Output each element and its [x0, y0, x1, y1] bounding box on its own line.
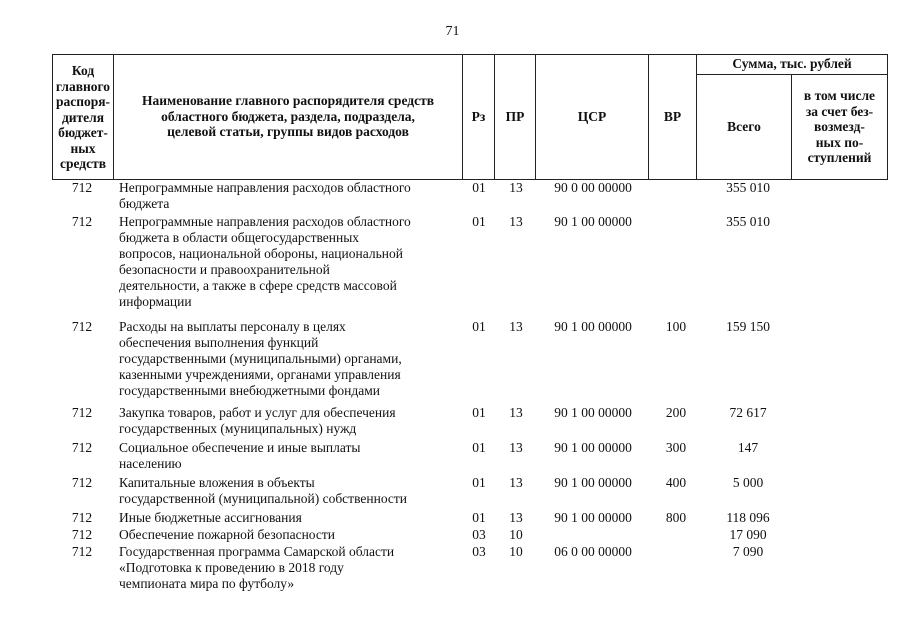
cell-rz: 01: [472, 440, 486, 455]
cell-csr: 06 0 00 00000: [554, 544, 632, 559]
cell-name: [119, 180, 465, 212]
header-free: [792, 75, 887, 179]
cell-name-line: Расходы на выплаты персоналу в целях: [119, 319, 346, 334]
cell-pr: 13: [509, 440, 523, 455]
cell-name-line: населению: [119, 456, 182, 471]
cell-rz: 03: [472, 544, 486, 559]
header-code-line: ных: [70, 140, 96, 156]
cell-name-line: государственными (муниципальными) органами,: [119, 351, 402, 366]
cell-name-line: деятельности, а также в сфере средств массовой: [119, 278, 397, 293]
cell-total: 355 010: [726, 180, 770, 195]
cell-pr: 13: [509, 405, 523, 420]
cell-pr: 13: [509, 319, 523, 334]
cell-name-line: Капитальные вложения в объекты: [119, 475, 315, 490]
cell-csr: 90 1 00 00000: [554, 475, 632, 490]
cell-code: 712: [71, 319, 93, 334]
table-row: [52, 475, 888, 510]
cell-total: 355 010: [726, 214, 770, 229]
cell-code: 712: [71, 214, 93, 229]
cell-pr: 13: [509, 475, 523, 490]
header-name-line: целевой статьи, группы видов расходов: [167, 124, 409, 140]
cell-name-line: Социальное обеспечение и иные выплаты: [119, 440, 361, 455]
cell-pr: 13: [509, 510, 523, 525]
cell-total: 7 090: [732, 544, 764, 559]
cell-name-line: казенными учреждениями, органами управления: [119, 367, 401, 382]
header-name-line: областного бюджета, раздела, подраздела,: [161, 108, 415, 124]
table-row: [52, 440, 888, 475]
table-row: [52, 180, 888, 214]
header-code-line: средств: [59, 156, 107, 172]
cell-code: 712: [71, 510, 93, 525]
cell-csr: 90 1 00 00000: [554, 510, 632, 525]
header-sum: Сумма, тыс. рублей: [732, 56, 852, 72]
cell-total: 147: [737, 440, 759, 455]
cell-rz: 01: [472, 180, 486, 195]
cell-name-line: безопасности и правоохранительной: [119, 262, 330, 277]
header-free-line: за счет без-: [805, 103, 874, 119]
cell-name-line: обеспечения выполнения функций: [119, 335, 319, 350]
cell-total: 5 000: [732, 475, 764, 490]
cell-vr: 400: [665, 475, 687, 490]
cell-name: [119, 475, 465, 507]
cell-name: [119, 214, 465, 310]
cell-name-line: Непрограммные направления расходов областного: [119, 214, 411, 229]
header-pr: ПР: [505, 108, 525, 124]
cell-name-line: Непрограммные направления расходов областного: [119, 180, 411, 195]
header-code: [53, 56, 113, 179]
cell-rz: 01: [472, 319, 486, 334]
header-name-line: Наименование главного распорядителя средств: [141, 93, 434, 109]
header-rz: Рз: [471, 108, 486, 124]
cell-pr: 10: [509, 544, 523, 559]
cell-pr: 13: [509, 180, 523, 195]
cell-name: [119, 527, 465, 543]
cell-name-line: государственными внебюджетными фондами: [119, 383, 381, 398]
cell-code: 712: [71, 527, 93, 542]
cell-name-line: Иные бюджетные ассигнования: [119, 510, 302, 525]
header-code-line: Код: [71, 63, 95, 79]
cell-name-line: Закупка товаров, работ и услуг для обеспечения: [119, 405, 396, 420]
header-free-line: ных по-: [815, 134, 864, 150]
table-row: [52, 510, 888, 527]
header-code-line: дителя: [61, 109, 105, 125]
cell-code: 712: [71, 405, 93, 420]
header-free-line: в том числе: [803, 88, 876, 104]
cell-name: [119, 510, 465, 526]
cell-name: [119, 405, 465, 437]
header-free-line: ступлений: [807, 150, 872, 166]
cell-total: 159 150: [726, 319, 770, 334]
cell-name-line: Обеспечение пожарной безопасности: [119, 527, 336, 542]
cell-code: 712: [71, 180, 93, 195]
cell-code: 712: [71, 440, 93, 455]
cell-csr: 90 0 00 00000: [554, 180, 632, 195]
cell-csr: 90 1 00 00000: [554, 440, 632, 455]
table-header: [52, 54, 888, 180]
cell-name-line: вопросов, национальной обороны, национальной: [119, 246, 403, 261]
table-row: [52, 544, 888, 596]
header-free-line: возмезд-: [814, 119, 865, 135]
header-total: Всего: [727, 119, 761, 135]
cell-name: [119, 440, 465, 472]
cell-name-line: бюджета в области общегосударственных: [119, 230, 360, 245]
cell-rz: 01: [472, 475, 486, 490]
header-vr: ВР: [663, 108, 682, 124]
header-name: [114, 54, 462, 179]
cell-vr: 100: [665, 319, 687, 334]
cell-name-line: Государственная программа Самарской области: [119, 544, 395, 559]
cell-name-line: государственной (муниципальной) собственности: [119, 491, 408, 506]
cell-code: 712: [71, 475, 93, 490]
table-body: [52, 180, 888, 596]
header-csr: ЦСР: [577, 108, 607, 124]
cell-code: 712: [71, 544, 93, 559]
cell-name-line: информации: [119, 294, 192, 309]
cell-rz: 03: [472, 527, 486, 542]
cell-name-line: бюджета: [119, 196, 170, 211]
cell-rz: 01: [472, 510, 486, 525]
cell-csr: 90 1 00 00000: [554, 214, 632, 229]
cell-csr: 90 1 00 00000: [554, 405, 632, 420]
cell-vr: 300: [665, 440, 687, 455]
table-row: [52, 319, 888, 405]
header-code-line: распоря-: [55, 94, 111, 110]
col-rule: [887, 54, 888, 180]
cell-total: 17 090: [729, 527, 767, 542]
cell-name: [119, 544, 465, 592]
table-row: [52, 214, 888, 319]
header-code-line: бюджет-: [58, 125, 108, 141]
table-row: [52, 527, 888, 544]
cell-rz: 01: [472, 405, 486, 420]
cell-pr: 10: [509, 527, 523, 542]
cell-name-line: «Подготовка к проведению в 2018 году: [119, 560, 344, 575]
cell-pr: 13: [509, 214, 523, 229]
cell-csr: 90 1 00 00000: [554, 319, 632, 334]
table-row: [52, 405, 888, 440]
cell-name-line: государственных (муниципальных) нужд: [119, 421, 357, 436]
cell-name-line: чемпионата мира по футболу»: [119, 576, 295, 591]
cell-vr: 200: [665, 405, 687, 420]
cell-name: [119, 319, 465, 399]
cell-total: 72 617: [729, 405, 767, 420]
cell-rz: 01: [472, 214, 486, 229]
header-code-line: главного: [55, 78, 111, 94]
page-number: 71: [445, 24, 460, 39]
cell-total: 118 096: [726, 510, 770, 525]
cell-vr: 800: [665, 510, 687, 525]
